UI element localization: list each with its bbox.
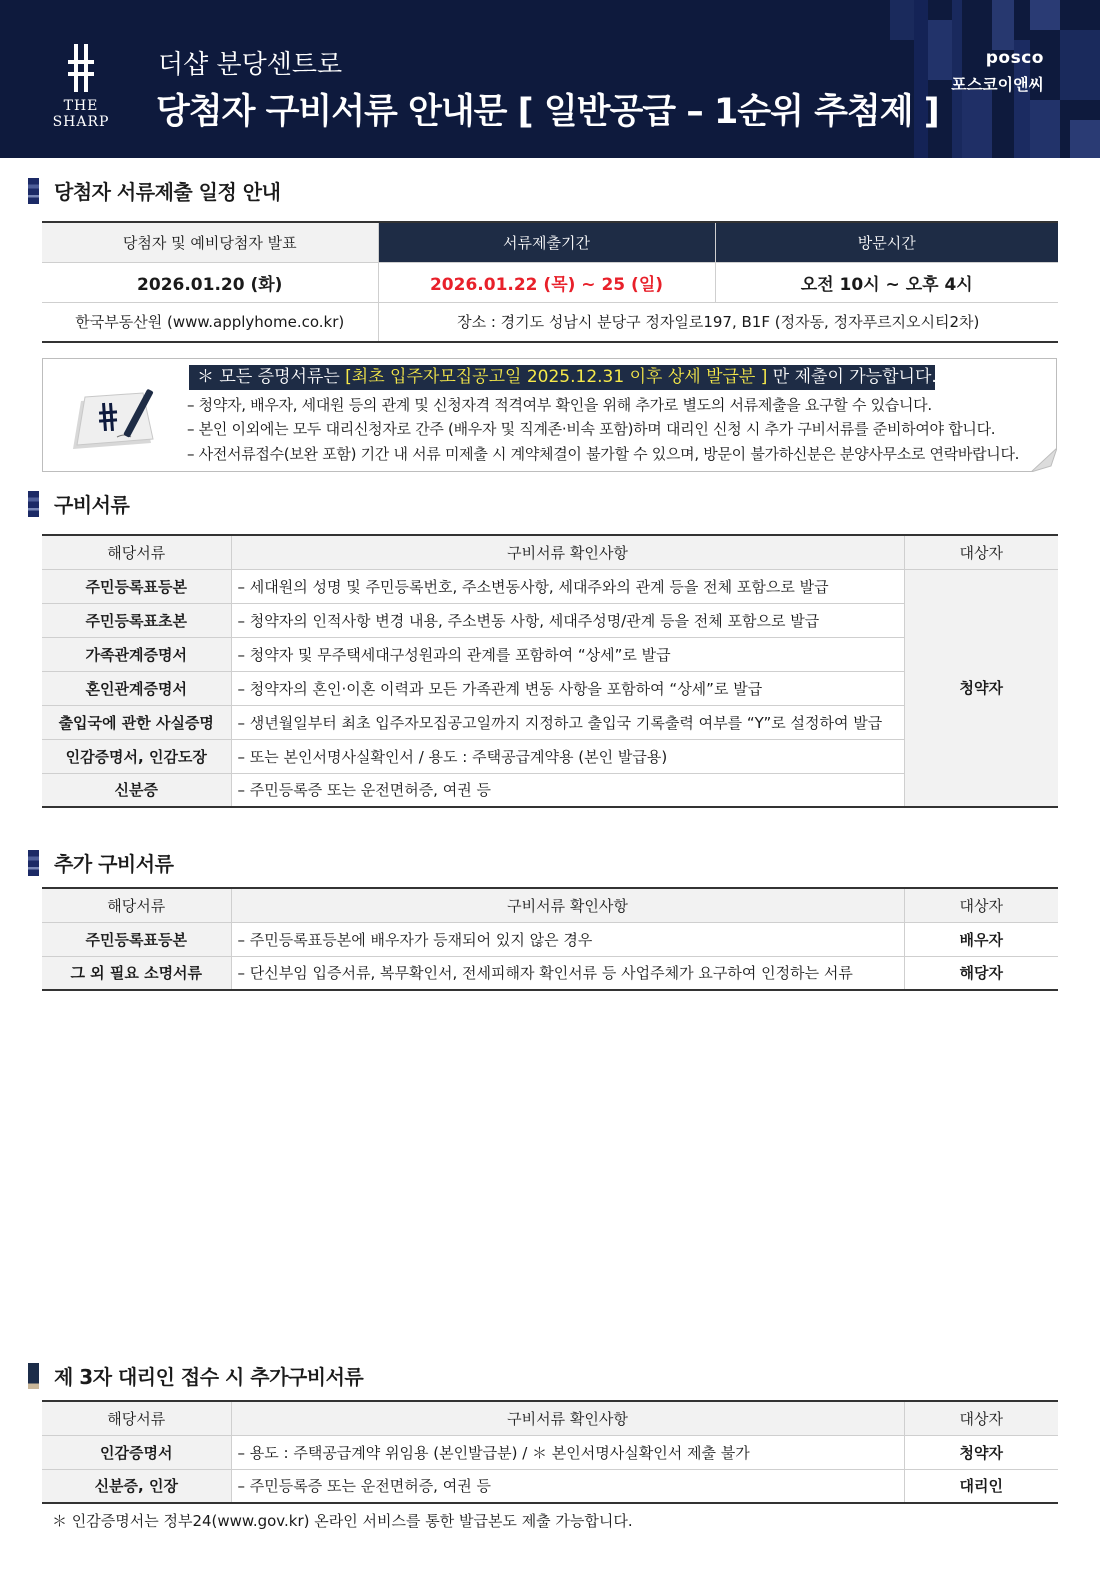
doc-name: 신분증, 인장 — [42, 1469, 231, 1503]
section-marker-icon — [28, 850, 39, 876]
section-marker-icon — [28, 491, 39, 517]
page-curl-icon — [1031, 448, 1057, 472]
doc-desc: – 청약자의 인적사항 변경 내용, 주소변동 사항, 세대주성명/관계 등을 전체 포함으로 발급 — [231, 603, 904, 637]
schedule-header: 서류제출기간 — [378, 222, 715, 262]
docs-table — [42, 534, 1058, 808]
table-row — [42, 569, 1058, 603]
doc-name: 출입국에 관한 사실증명 — [42, 705, 231, 739]
doc-name: 신분증 — [42, 773, 231, 807]
brand-en: posco — [985, 48, 1044, 68]
doc-name: 그 외 필요 소명서류 — [42, 956, 231, 990]
section-marker-icon — [28, 1363, 39, 1389]
docs-header: 대상자 — [904, 535, 1058, 569]
schedule-header: 방문시간 — [715, 222, 1058, 262]
logo-text: THE SHARP — [52, 98, 110, 130]
doc-desc: – 주민등록증 또는 운전면허증, 여권 등 — [231, 1469, 904, 1503]
doc-name: 주민등록표등본 — [42, 569, 231, 603]
posco-brand — [951, 48, 1044, 95]
proxy-header: 대상자 — [904, 1401, 1058, 1435]
docs-header: 해당서류 — [42, 535, 231, 569]
doc-name: 인감증명서, 인감도장 — [42, 739, 231, 773]
submit-period: 2026.01.22 (목) ~ 25 (일) — [378, 262, 715, 302]
extra-header: 대상자 — [904, 888, 1058, 922]
section-marker-icon — [28, 178, 39, 204]
doc-desc: – 주민등록표등본에 배우자가 등재되어 있지 않은 경우 — [231, 922, 904, 956]
doc-desc: – 청약자 및 무주택세대구성원과의 관계를 포함하여 “상세”로 발급 — [231, 637, 904, 671]
notice-highlight-yellow: [최초 입주자모집공고일 2025.12.31 이후 상세 발급분 ] — [345, 367, 768, 387]
section-docs-head — [28, 489, 129, 518]
section-title: 추가 구비서류 — [54, 852, 174, 876]
docs-header: 구비서류 확인사항 — [231, 535, 904, 569]
doc-name: 혼인관계증명서 — [42, 671, 231, 705]
doc-desc: – 세대원의 성명 및 주민등록번호, 주소변동사항, 세대주와의 관계 등을 전체 포함으로 발급 — [231, 569, 904, 603]
section-title: 제 3자 대리인 접수 시 추가구비서류 — [54, 1365, 364, 1389]
doc-name: 주민등록표등본 — [42, 922, 231, 956]
table-row — [42, 1435, 1058, 1469]
section-extra-head — [28, 848, 173, 877]
notice-highlight — [189, 365, 935, 390]
proxy-header: 구비서류 확인사항 — [231, 1401, 904, 1435]
table-row — [42, 956, 1058, 990]
proxy-header: 해당서류 — [42, 1401, 231, 1435]
header-subtitle: 더샵 분당센트로 — [158, 50, 343, 80]
the-sharp-logo — [36, 44, 126, 130]
doc-desc: – 단신부임 입증서류, 복무확인서, 전세피해자 확인서류 등 사업주체가 요구하여 인정하는 서류 — [231, 956, 904, 990]
extra-header: 구비서류 확인사항 — [231, 888, 904, 922]
page-title: 당첨자 구비서류 안내문 [ 일반공급 – 1순위 추첨제 ] — [156, 92, 939, 132]
notice-highlight-suffix: 만 제출이 가능합니다. — [767, 367, 937, 387]
announce-site: 한국부동산원 (www.applyhome.co.kr) — [42, 302, 378, 342]
doc-desc: – 또는 본인서명사실확인서 / 용도 : 주택공급계약용 (본인 발급용) — [231, 739, 904, 773]
section-title: 당첨자 서류제출 일정 안내 — [54, 180, 281, 204]
document-pen-icon — [63, 379, 173, 459]
section-title: 구비서류 — [54, 493, 130, 517]
schedule-header: 당첨자 및 예비당첨자 발표 — [42, 222, 378, 262]
schedule-table — [42, 221, 1058, 343]
doc-desc: – 용도 : 주택공급계약 위임용 (본인발급분) / ＊ 본인서명사실확인서 제출 불가 — [231, 1435, 904, 1469]
doc-name: 주민등록표초본 — [42, 603, 231, 637]
doc-target: 해당자 — [904, 956, 1058, 990]
table-row — [42, 1469, 1058, 1503]
section-proxy-head — [28, 1361, 363, 1390]
extra-header: 해당서류 — [42, 888, 231, 922]
doc-target: 대리인 — [904, 1469, 1058, 1503]
footnote: ＊ 인감증명서는 정부24(www.gov.kr) 온라인 서비스를 통한 발급본도 제출 가능합니다. — [52, 1512, 633, 1530]
doc-desc: – 주민등록증 또는 운전면허증, 여권 등 — [231, 773, 904, 807]
page-header — [0, 0, 1100, 158]
doc-desc: – 청약자의 혼인·이혼 이력과 모든 가족관계 변동 사항을 포함하여 “상세”로 발급 — [231, 671, 904, 705]
section-schedule-head — [28, 176, 280, 205]
doc-name: 인감증명서 — [42, 1435, 231, 1469]
table-row — [42, 922, 1058, 956]
notice-line: – 사전서류접수(보완 포함) 기간 내 서류 미제출 시 계약체결이 불가할 수 있으며, 방문이 불가하신분은 분양사무소로 연락바랍니다. — [187, 445, 1020, 463]
doc-name: 가족관계증명서 — [42, 637, 231, 671]
extra-table — [42, 887, 1058, 991]
brand-ko: 포스코이앤씨 — [951, 75, 1044, 94]
visit-time: 오전 10시 ~ 오후 4시 — [715, 262, 1058, 302]
doc-target: 배우자 — [904, 922, 1058, 956]
doc-desc: – 생년월일부터 최초 입주자모집공고일까지 지정하고 출입국 기록출력 여부를 “Y”로 설정하여 발급 — [231, 705, 904, 739]
doc-target: 청약자 — [904, 569, 1058, 807]
location: 장소 : 경기도 성남시 분당구 정자일로197, B1F (정자동, 정자푸르지오시티2차) — [378, 302, 1058, 342]
sharp-mark-icon — [66, 44, 96, 92]
notice-highlight-prefix: ＊ 모든 증명서류는 — [197, 367, 346, 387]
notice-line: – 청약자, 배우자, 세대원 등의 관계 및 신청자격 적격여부 확인을 위해 추가로 별도의 서류제출을 요구할 수 있습니다. — [187, 396, 932, 414]
announce-date: 2026.01.20 (화) — [42, 262, 378, 302]
proxy-table — [42, 1400, 1058, 1504]
notice-line: – 본인 이외에는 모두 대리신청자로 간주 (배우자 및 직계존·비속 포함)하며 대리인 신청 시 추가 구비서류를 준비하여야 합니다. — [187, 420, 996, 438]
doc-target: 청약자 — [904, 1435, 1058, 1469]
notice-box — [42, 358, 1057, 472]
